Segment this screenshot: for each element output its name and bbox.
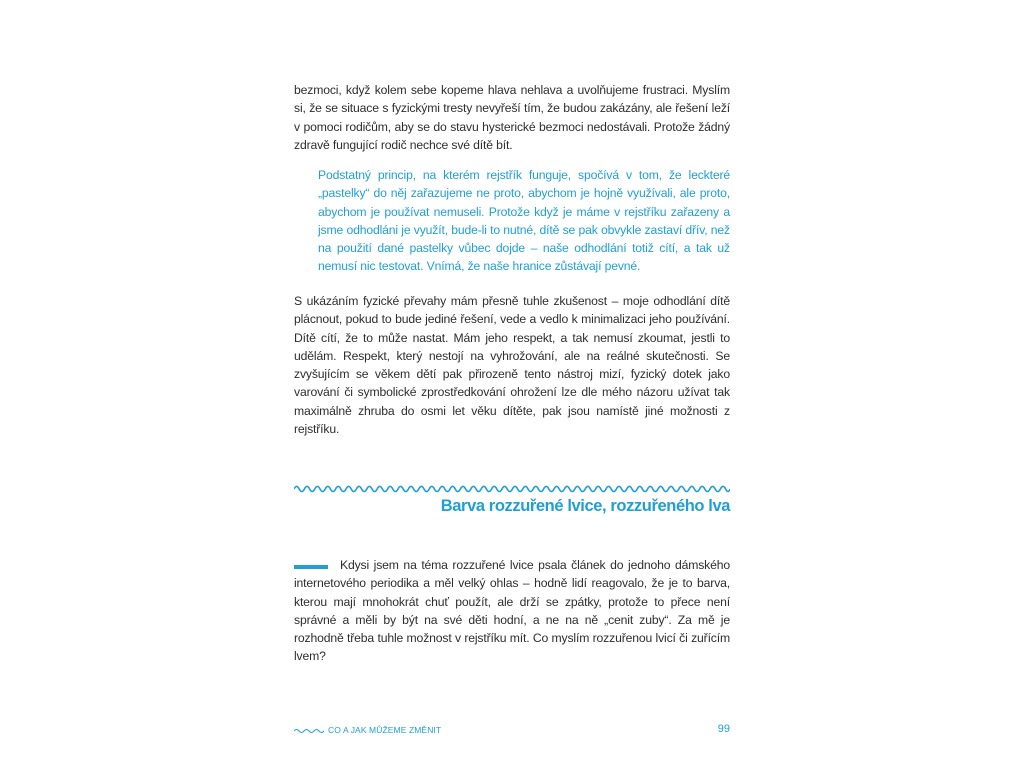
callout-paragraph: Podstatný princip, na kterém rejstřík funguje, spočívá v tom, že leckteré „pastelky“ do něj zařazujeme ne proto, abychom je hojně využívali, ale proto, abychom je používat nemuseli. Protože když je máme v rejstříku zařazeny a jsme odhodláni je využít, bude-li to nutné, dítě se pak obvykle zastaví dřív, než na použití dané pastelky vůbec dojde – naše odhodlání totiž cítí, a tak už nemusí nic testovat. Vnímá, že naše hranice zůstávají pevné. — [318, 168, 730, 274]
section-heading: Barva rozzuřené lvice, rozzuřeného lva — [440, 497, 730, 515]
wave-footer-icon — [294, 727, 324, 735]
body-paragraph: bezmoci, když kolem sebe kopeme hlava nehlava a uvolňujeme frustraci. Myslím si, že se situace s fyzickými tresty nevyřeší tím, že budou zakázány, ale řešení leží v pomoci rodičům, aby se do stavu hysterické bezmoci nedostávali. Protože žádný zdravě fungující rodič nechce své dítě bít. — [294, 83, 730, 152]
page-footer — [294, 723, 730, 739]
wave-divider-icon — [294, 483, 730, 495]
body-paragraph: Kdysi jsem na téma rozzuřené lvice psala článek do jednoho dámského internetového periodika a měl velký ohlas – hodně lidí reagovalo, že je to barva, kterou mají mnohokrát chuť použít, ale drží se zpátky, protože to přece není správné a měli by být na své děti hodní, a ne na ně „cenit zuby“. Za mě je rozhodně třeba tuhle možnost v rejstříku mít. Co myslím rozzuřenou lvicí či zuřícím lvem? — [294, 558, 730, 664]
chapter-title: CO A JAK MŮŽEME ZMĚNIT — [328, 725, 442, 735]
book-page — [294, 0, 730, 768]
page-number: 99 — [717, 723, 730, 735]
body-paragraph: S ukázáním fyzické převahy mám přesně tuhle zkušenost – moje odhodlání dítě plácnout, pokud to bude jediné řešení, vede a vedlo k minimalizaci jeho používání. Dítě cítí, že to může nastat. Mám jeho respekt, a tak nemusí zkoumat, jestli to udělám. Respekt, který nestojí na vyhrožování, ale na reálné skutečnosti. Se zvyšujícím se věkem dětí pak přirozeně tento nástroj mizí, fyzický dotek jako varování či symbolické zprostředkování ohrožení lze dle mého názoru užívat tak maximálně zhruba do osmi let věku dítěte, pak jsou namístě jiné možnosti z rejstříku. — [294, 294, 730, 437]
